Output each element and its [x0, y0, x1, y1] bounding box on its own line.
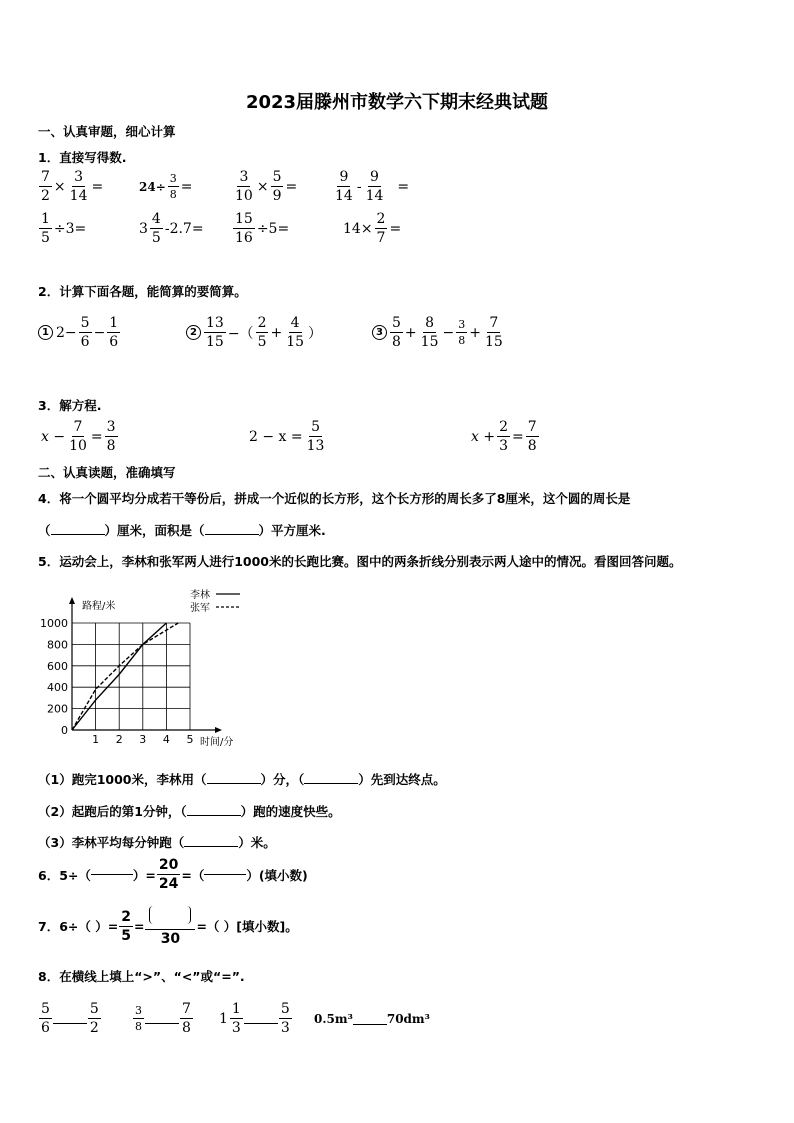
fraction: $\frac{2}{5}$ [257, 315, 267, 350]
q8-compare-3: 1 $\frac{1}{3}$ $\frac{5}{3}$ [219, 1001, 290, 1036]
fraction: $\frac{9}{14}$ [365, 169, 384, 204]
q1-heading: 1．直接写得数. [38, 150, 127, 165]
fraction: $\frac{2}{7}$ [376, 211, 386, 246]
q8-heading: 8．在横线上填上“>”、“<”或“=”. [38, 969, 245, 984]
compare-blank[interactable] [353, 1024, 387, 1025]
fraction: $\frac{3}{10}$ [235, 169, 253, 204]
q2-expr-1: 1 2− $\frac{5}{6}$ − $\frac{1}{6}$ [38, 316, 121, 349]
fraction: $\frac{5}{9}$ [272, 169, 282, 204]
y-tick-label: 200 [47, 702, 68, 716]
fraction-with-blank: 30 [145, 906, 195, 946]
x-tick-label: 2 [115, 733, 123, 746]
fraction: $\frac{3}{8}$ [135, 1004, 142, 1033]
compare-blank[interactable] [244, 1023, 278, 1024]
answer-blank[interactable] [187, 815, 241, 816]
answer-blank[interactable] [91, 874, 133, 875]
q2-expr-3: 3 $\frac{5}{8}$ + $\frac{8}{15}$ − $\frac{3}{8}$ + $\frac{7}{15}$ [372, 316, 506, 349]
fraction: $\frac{5}{2}$ [89, 1001, 99, 1036]
q3-eq-2: 2 − x = $\frac{5}{13}$ [249, 419, 325, 454]
x-tick-label: 5 [186, 733, 194, 746]
q1-r1-item-2: 24÷ $\frac{3}{8}$ = [139, 172, 193, 201]
y-tick-label: 400 [47, 681, 68, 695]
q5-sub-1: （1）跑完1000米，李林用（ ）分，（ ）先到达终点。 [38, 772, 446, 787]
chart-lines [72, 623, 178, 730]
q5-sub-2: （2）起跑后的第1分钟，（ ）跑的速度快些。 [38, 804, 341, 819]
numerator-blank[interactable] [149, 906, 191, 924]
fraction: $\frac{7}{2}$ [41, 169, 50, 204]
chart-legend [190, 588, 240, 614]
q2-heading: 2．计算下面各题，能简算的要简算。 [38, 284, 247, 299]
x-tick-label: 4 [162, 733, 170, 746]
q1-r1-item-4: $\frac{9}{14}$ - $\frac{9}{14}$ = [335, 169, 410, 204]
legend-label: 张军 [190, 603, 210, 614]
fraction: $\frac{5}{6}$ [80, 315, 90, 350]
q3-eq-1: x − $\frac{7}{10}$ = $\frac{3}{8}$ [41, 419, 116, 454]
y-tick-label: 600 [47, 659, 68, 673]
q1-r2-item-3: $\frac{15}{16}$ ÷5= [235, 211, 290, 246]
chart-axes [69, 597, 222, 733]
q8-compare-2 [132, 1002, 194, 1035]
fraction: $\frac{4}{15}$ [286, 315, 305, 350]
x-tick-label: 1 [92, 733, 100, 746]
answer-blank[interactable] [304, 783, 358, 784]
q1-r2-item-4: 14× $\frac{2}{7}$ = [343, 211, 402, 246]
fraction: $\frac{1}{3}$ [231, 1001, 241, 1036]
fraction: $\frac{15}{16}$ [235, 211, 253, 246]
answer-blank[interactable] [204, 874, 246, 875]
fraction: $\frac{7}{8}$ [527, 419, 537, 454]
q7-line: 7．6÷（ ）= $\frac{2}{5}$ = 30 =（ ）[填小数]。 [38, 906, 298, 946]
fraction: $\frac{20}{24}$ [158, 857, 179, 892]
q6-line: 6．5÷（ ）= $\frac{20}{24}$ =（ ）(填小数) [38, 857, 308, 892]
circled-number-2: 2 [186, 325, 201, 340]
series-line-2 [72, 623, 178, 730]
q3-eq-3: x + $\frac{2}{3}$ = $\frac{7}{8}$ [471, 419, 537, 454]
circled-number-1: 1 [38, 325, 53, 340]
x-axis-arrow [215, 727, 222, 733]
fraction: $\frac{1}{5}$ [41, 211, 50, 246]
fraction: $\frac{2}{5}$ [121, 908, 131, 944]
section-1-heading: 一、认真审题，细心计算 [38, 124, 176, 139]
fraction: $\frac{7}{15}$ [484, 315, 503, 350]
circled-number-3: 3 [372, 325, 387, 340]
fraction: $\frac{4}{5}$ [151, 211, 161, 246]
q1-r2-item-2: 3 $\frac{4}{5}$ -2.7= [139, 211, 204, 246]
q1-r1-item-1: $\frac{7}{2}$ × $\frac{3}{14}$ = [41, 169, 104, 204]
chart-ticks [40, 599, 233, 748]
fraction: $\frac{7}{10}$ [69, 419, 87, 454]
section-2-heading: 二、认真读题，准确填写 [38, 465, 176, 480]
q4-line-1: 4．将一个圆平均分成若干等份后，拼成一个近似的长方形，这个长方形的周长多了8厘米，这个圆的周长是 [38, 491, 631, 506]
y-axis-arrow [69, 597, 75, 604]
y-tick-label: 1000 [40, 617, 68, 630]
q1-r1-item-3: $\frac{3}{10}$ × $\frac{5}{9}$ = [235, 169, 298, 204]
fraction: $\frac{8}{15}$ [420, 315, 439, 350]
answer-blank[interactable] [207, 783, 261, 784]
fraction: $\frac{3}{8}$ [169, 172, 177, 201]
fraction: $\frac{5}{13}$ [306, 419, 325, 454]
fraction: $\frac{3}{8}$ [458, 318, 466, 347]
answer-blank[interactable] [205, 534, 259, 535]
q4-line-2: （ ）厘米，面积是（ ）平方厘米. [38, 523, 326, 538]
x-tick-label: 3 [139, 733, 147, 746]
page-title: 2023届滕州市数学六下期末经典试题 [245, 92, 549, 113]
fraction: $\frac{5}{6}$ [41, 1001, 50, 1036]
y-tick-label: 800 [47, 638, 68, 652]
answer-blank[interactable] [51, 534, 105, 535]
legend-label: 李林 [190, 590, 210, 601]
q1-r2-item-1: $\frac{1}{5}$ ÷3= [41, 211, 87, 246]
fraction: $\frac{3}{8}$ [106, 419, 116, 454]
y-tick-label: 0 [61, 724, 68, 737]
q3-heading: 3．解方程. [38, 398, 102, 413]
fraction: $\frac{5}{3}$ [280, 1001, 290, 1036]
fraction: $\frac{2}{3}$ [499, 419, 508, 454]
fraction: $\frac{1}{6}$ [109, 315, 119, 350]
chart-grid [72, 623, 190, 730]
fraction: $\frac{13}{15}$ [206, 315, 224, 350]
compare-blank[interactable] [53, 1023, 87, 1024]
q5-line-1: 5．运动会上，李林和张军两人进行1000米的长跑比赛。图中的两条折线分别表示两人途中的情况。看图回答问题。 [38, 554, 682, 569]
fraction: $\frac{7}{8}$ [182, 1001, 191, 1036]
q8-compare-4: 0.5m³ 70dm³ [314, 1012, 430, 1026]
x-axis-label: 时间/分 [200, 737, 234, 748]
answer-blank[interactable] [184, 846, 238, 847]
distance-time-chart [30, 585, 260, 755]
fraction: $\frac{3}{14}$ [69, 169, 88, 204]
q2-expr-2: 2 $\frac{13}{15}$ −（ $\frac{2}{5}$ + $\frac{4}{15}$ ） [186, 316, 323, 349]
fraction: $\frac{5}{8}$ [392, 315, 401, 350]
compare-blank[interactable] [145, 1023, 179, 1024]
fraction: $\frac{9}{14}$ [335, 169, 353, 204]
q8-compare-1 [38, 1002, 102, 1035]
y-axis-label: 路程/米 [82, 601, 116, 612]
q5-sub-3: （3）李林平均每分钟跑（ ）米。 [38, 835, 276, 850]
